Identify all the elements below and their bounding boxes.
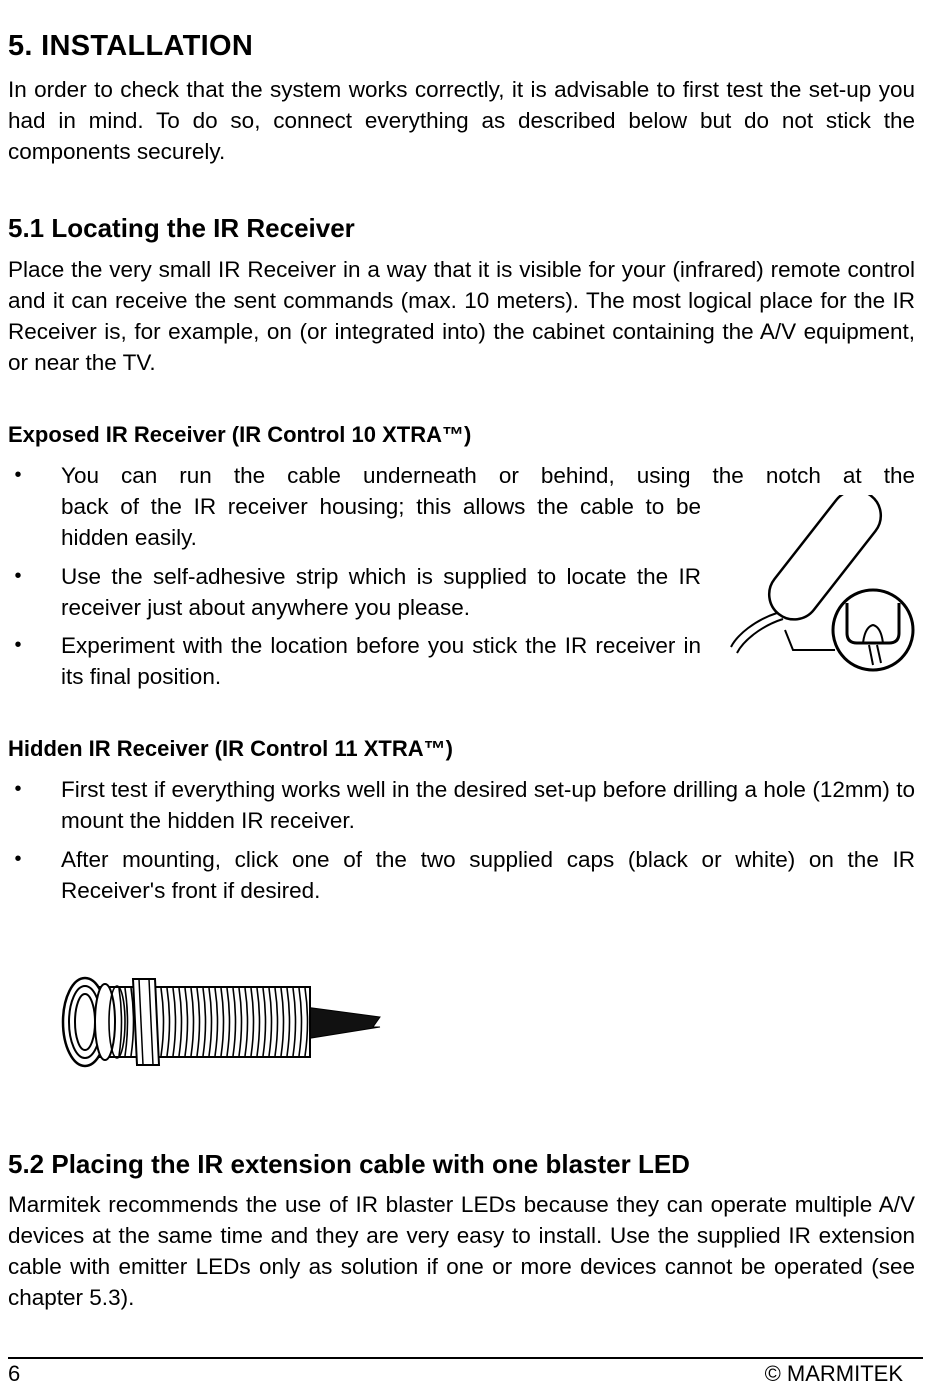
hidden-bullet-2-text: After mounting, click one of the two supplied caps (black or white) on the IR Receiver's front if desired. — [61, 847, 915, 903]
hidden-bullet-1-text: First test if everything works well in the desired set-up before drilling a hole (12mm) to mount the hidden IR receiver. — [61, 777, 915, 833]
bullet-icon: • — [14, 464, 22, 486]
exposed-bullet-1-line-2: back of the IR receiver housing; this allows the cable to be hidden easily. — [61, 494, 701, 550]
exposed-ir-receiver-illustration — [725, 495, 920, 675]
section-5-1-body: Place the very small IR Receiver in a way that it is visible for your (infrared) remote control and it can receive the sent commands (max. 10 meters). The most logical place for the IR Receiver is, for example, on (or integrated into) the cabinet containing the A/V equipment, or near the TV. — [8, 257, 915, 375]
exposed-receiver-heading: Exposed IR Receiver (IR Control 10 XTRA™) — [8, 422, 472, 447]
hidden-receiver-heading: Hidden IR Receiver (IR Control 11 XTRA™) — [8, 736, 453, 761]
exposed-bullet-2-text: Use the self-adhesive strip which is supplied to locate the IR receiver just about anywhere you please. — [61, 564, 701, 620]
footer-copyright: © MARMITEK — [764, 1361, 903, 1386]
section-5-2-title: 5.2 Placing the IR extension cable with one blaster LED — [8, 1149, 690, 1179]
bullet-icon: • — [14, 778, 22, 800]
exposed-bullet-1-line-1: You can run the cable underneath or behind, using the notch at the — [61, 463, 915, 488]
bullet-icon: • — [14, 848, 22, 870]
bullet-icon: • — [14, 565, 22, 587]
footer-divider — [8, 1357, 923, 1359]
exposed-bullet-3 — [8, 630, 708, 700]
hidden-bullet-1 — [8, 774, 915, 844]
hidden-bullet-2 — [8, 844, 915, 914]
exposed-bullet-2 — [8, 561, 708, 631]
section-5-intro: In order to check that the system works correctly, it is advisable to first test the set-up you had in mind. To do so, connect everything as described below but do not stick the components securely. — [8, 77, 915, 164]
section-5-1-title: 5.1 Locating the IR Receiver — [8, 213, 355, 243]
section-5-2-body: Marmitek recommends the use of IR blaster LEDs because they can operate multiple A/V devices at the same time and they are very easy to install. Use the supplied IR extension cable with emitter LEDs only as solution if one or more devices cannot be operated (see chapter 5.3). — [8, 1192, 915, 1310]
section-5-title: 5. INSTALLATION — [8, 30, 254, 62]
bullet-icon: • — [14, 634, 22, 656]
exposed-bullet-1-text — [61, 460, 915, 491]
exposed-bullet-1-cont — [61, 491, 701, 553]
hidden-ir-receiver-illustration — [55, 965, 390, 1075]
exposed-bullet-3-text: Experiment with the location before you stick the IR receiver in its final position. — [61, 633, 701, 689]
page-number: 6 — [8, 1361, 21, 1386]
